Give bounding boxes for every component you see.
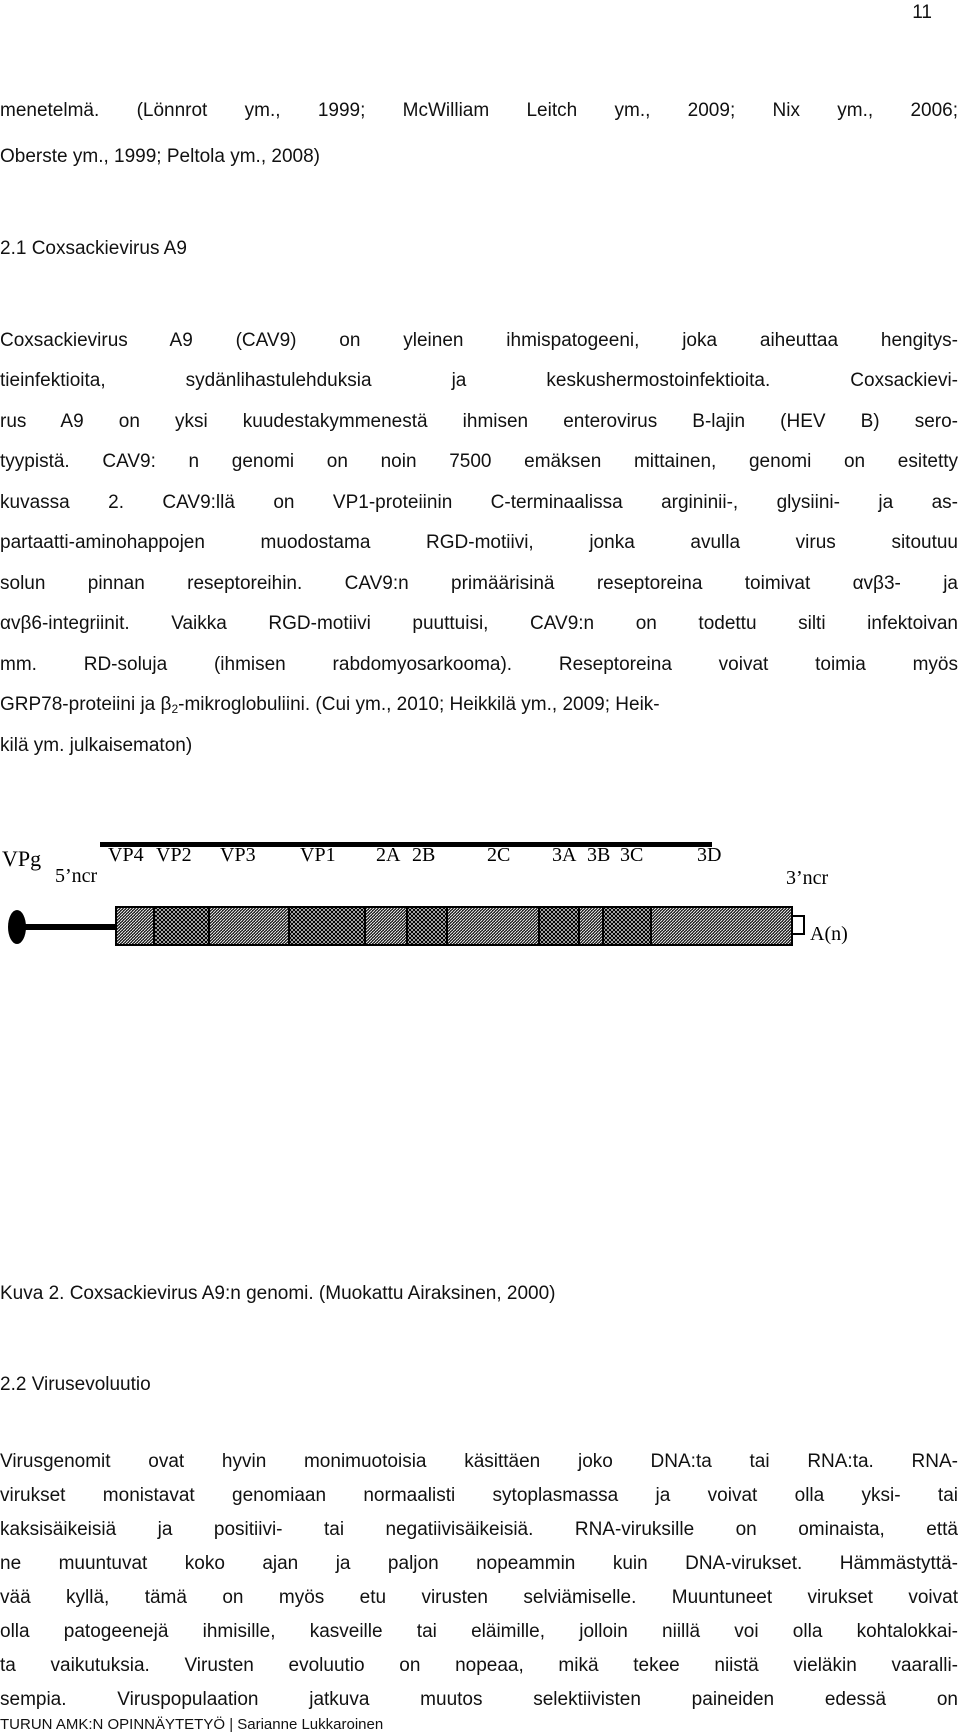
- segment-2a: [365, 907, 407, 945]
- paragraph-line: partaatti-aminohappojen muodostama RGD-motiivi, jonka avulla virus sitoutuu: [0, 532, 958, 553]
- paragraph-line: kuvassa 2. CAV9:llä on VP1-proteiinin C-terminaalissa argininii-, glysiini- ja as-: [0, 492, 958, 513]
- paragraph-line: ta vaikutuksia. Virusten evoluutio on nopeaa, mikä tekee niistä vieläkin vaaralli-: [0, 1655, 958, 1676]
- three-ncr-box: [792, 916, 804, 934]
- section-heading: 2.2 Virusevoluutio: [0, 1374, 151, 1395]
- paragraph-line: mm. RD-soluja (ihmisen rabdomyosarkooma). Reseptoreina voivat toimia myös: [0, 654, 958, 675]
- segment-vp1: [289, 907, 365, 945]
- paragraph-line: ne muuntuvat koko ajan ja paljon nopeammin kuin DNA-virukset. Hämmästyttä-: [0, 1553, 958, 1574]
- paragraph-line-beta: [0, 695, 958, 715]
- segment-vp2: [154, 907, 209, 945]
- paragraph-line: virukset monistavat genomiaan normaalisti sytoplasmassa ja voivat olla yksi- tai: [0, 1485, 958, 1506]
- paragraph-line: tieinfektioita, sydänlihastulehduksia ja keskushermostoinfektioita. Coxsackievi-: [0, 370, 958, 391]
- region-label-3c: 3C: [620, 844, 644, 866]
- paragraph-line: sempia. Viruspopulaation jatkuva muutos selektiivisten paineiden edessä on: [0, 1689, 958, 1710]
- segment-3a: [539, 907, 579, 945]
- segment-3c: [603, 907, 651, 945]
- segment-vp3: [209, 907, 289, 945]
- footer: TURUN AMK:N OPINNÄYTETYÖ | Sarianne Lukkaroinen: [0, 1716, 384, 1733]
- beta-text-mid: -mikroglobuliini. (Cui ym., 2010; Heikkilä ym., 2009; Heik-: [178, 694, 660, 715]
- segment-vp4: [116, 907, 154, 945]
- vpg-label: VPg: [2, 846, 42, 871]
- region-label-vp3: VP3: [220, 844, 256, 866]
- region-label-3d: 3D: [697, 844, 722, 866]
- genome-figure: [0, 820, 880, 960]
- five-ncr-line: [22, 924, 116, 930]
- intro-line: menetelmä. (Lönnrot ym., 1999; McWilliam Leitch ym., 2009; Nix ym., 2006;: [0, 100, 958, 121]
- region-label-3a: 3A: [552, 844, 577, 866]
- paragraph-line: kilä ym. julkaisematon): [0, 735, 193, 756]
- paragraph-line: solun pinnan reseptoreihin. CAV9:n primäärisinä reseptoreina toimivat αvβ3- ja: [0, 573, 958, 594]
- paragraph-line: vää kyllä, tämä on myös etu virusten selviämiselle. Muuntuneet virukset voivat: [0, 1587, 958, 1608]
- region-label-vp1: VP1: [300, 844, 336, 866]
- polya-label: A(n): [810, 923, 848, 945]
- beta-text-pre: GRP78-proteiini ja $\beta_2$-mikroglobuliini. (Cui ym., 2010; Heikkilä ym., 2009; Heik-: [0, 694, 660, 716]
- paragraph-line: Virusgenomit ovat hyvin monimuotoisia käsittäen joko DNA:ta tai RNA:ta. RNA-: [0, 1451, 958, 1472]
- region-label-2a: 2A: [376, 844, 401, 866]
- segment-3d: [651, 907, 792, 945]
- page-number: 11: [912, 2, 932, 23]
- beta-subscript: 2: [171, 702, 179, 716]
- paragraph-line: Coxsackievirus A9 (CAV9) on yleinen ihmispatogeeni, joka aiheuttaa hengitys-: [0, 330, 958, 351]
- section-heading: 2.1 Coxsackievirus A9: [0, 238, 187, 259]
- intro-line: Oberste ym., 1999; Peltola ym., 2008): [0, 146, 320, 167]
- region-label-2b: 2B: [412, 844, 436, 866]
- region-label-vp4: VP4: [108, 844, 144, 866]
- five-ncr-label: 5’ncr: [55, 865, 98, 887]
- paragraph-line: olla patogeenejä ihmisille, kasveille tai eläimille, jolloin niillä voi olla kohtalokkai-: [0, 1621, 958, 1642]
- region-label-3b: 3B: [587, 844, 611, 866]
- segment-3b: [579, 907, 603, 945]
- figure-caption: Kuva 2. Coxsackievirus A9:n genomi. (Muokattu Airaksinen, 2000): [0, 1283, 556, 1304]
- segment-2b: [407, 907, 447, 945]
- paragraph-line: kaksisäikeisiä ja positiivi- tai negatiivisäikeisiä. RNA-viruksille on ominaista, että: [0, 1519, 958, 1540]
- segment-2c: [447, 907, 539, 945]
- paragraph-line: tyypistä. CAV9: n genomi on noin 7500 emäksen mittainen, genomi on esitetty: [0, 451, 958, 472]
- paragraph-line: αvβ6-integriinit. Vaikka RGD-motiivi puuttuisi, CAV9:n on todettu silti infektoivan: [0, 613, 958, 634]
- three-ncr-label: 3’ncr: [786, 867, 829, 889]
- region-label-vp2: VP2: [156, 844, 192, 866]
- paragraph-line: rus A9 on yksi kuudestakymmenestä ihmisen enterovirus B-lajin (HEV B) sero-: [0, 411, 958, 432]
- region-label-2c: 2C: [487, 844, 511, 866]
